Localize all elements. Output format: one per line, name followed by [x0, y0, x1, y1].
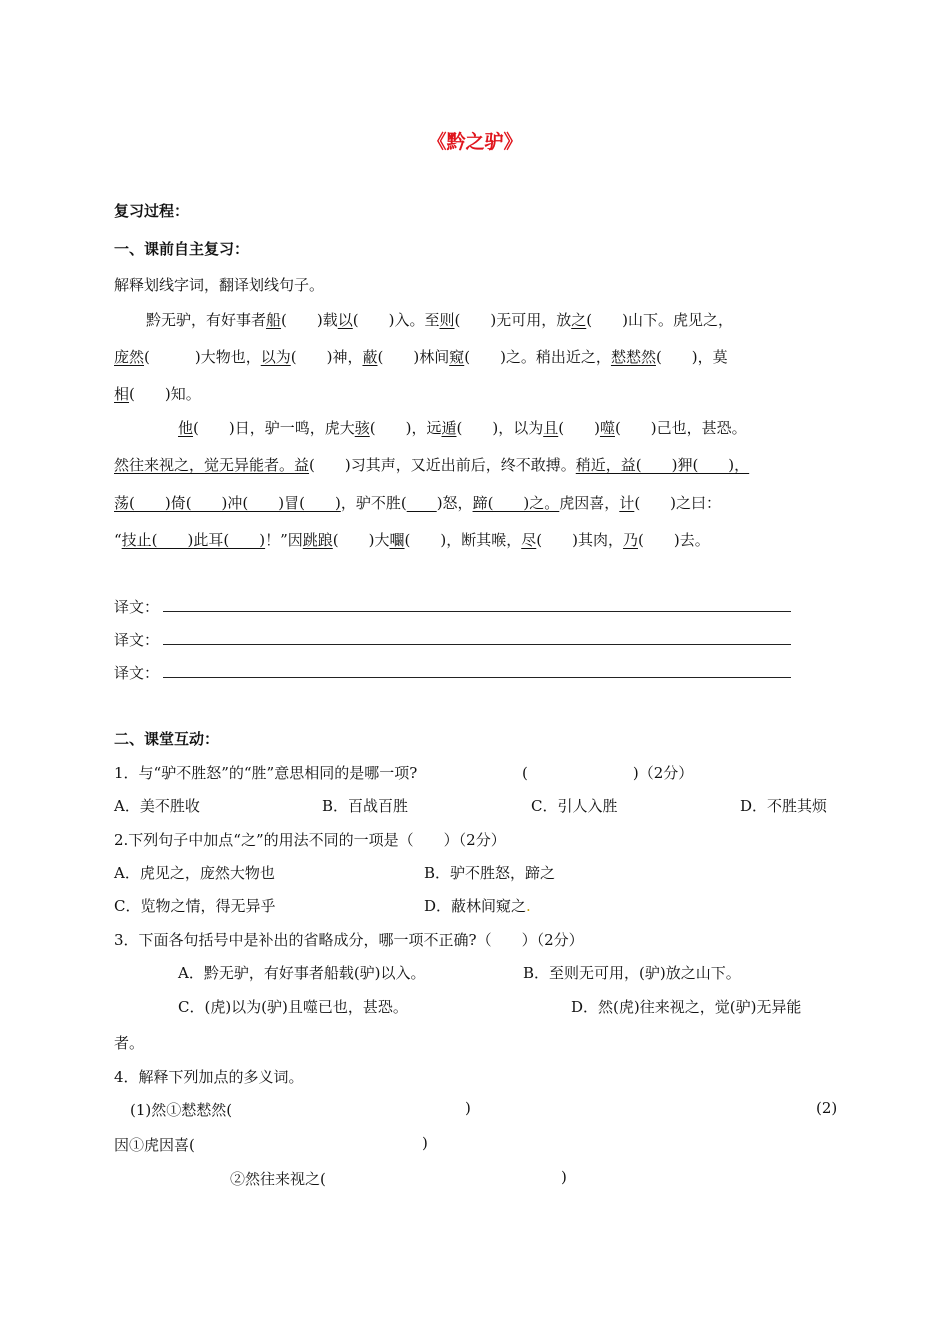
q3-option-c: C．(虎)以为(驴)且噬已也，甚恐。: [178, 998, 408, 1016]
q4-item-1: (1)然①慭慭然(: [130, 1101, 233, 1119]
translation-label-1: 译文：: [114, 598, 160, 616]
translation-line-3[interactable]: [163, 677, 791, 678]
q2-stem: 2.下列句子中加点“之”的用法不同的一项是（ ）（2分）: [114, 831, 506, 849]
q1-option-a: A．美不胜收: [114, 797, 200, 815]
q1-option-b: B．百战百胜: [322, 797, 409, 815]
q4-item-2-number: (2): [816, 1099, 838, 1117]
instruction: 解释划线字词，翻译划线句子。: [114, 276, 325, 294]
q4-item-3: ②然往来视之(: [230, 1170, 326, 1188]
q2-option-b: B．驴不胜怒，蹄之: [424, 864, 556, 882]
q4-item-2-close: ): [422, 1134, 428, 1152]
translation-label-3: 译文：: [114, 664, 160, 682]
passage-line-1: 黔无驴，有好事者船( )载以( )入。至则( )无可用，放之( )山下。虎见之，: [146, 311, 733, 329]
q1-answer-paren: ( )（2分）: [522, 764, 694, 782]
q3-stem: 3．下面各句括号中是补出的省略成分，哪一项不正确?（ ）（2分）: [114, 931, 584, 949]
q3-continuation: 者。: [114, 1034, 145, 1052]
q1-option-c: C．引人入胜: [531, 797, 618, 815]
passage-line-7: “技止( )此耳( )！”因跳踉( )大㘚( )，断其喉，尽( )其肉，乃( )去。: [114, 531, 710, 549]
page-title: 《黔之驴》: [427, 131, 523, 153]
q1-stem: 1．与“驴不胜怒”的“胜”意思相同的是哪一项?: [114, 764, 418, 782]
q3-option-b: B．至则无可用，(驴)放之山下。: [523, 964, 741, 982]
q4-stem: 4．解释下列加点的多义词。: [114, 1068, 304, 1086]
passage-line-5: 然往来视之，觉无异能者。益( )习其声，又近出前后，终不敢搏。稍近，益( )狎( )，: [114, 456, 750, 474]
q2-option-d: D．蔽林间窥之.: [424, 897, 531, 915]
section1-heading: 一、课前自主复习：: [114, 240, 250, 258]
emphasis-dot-icon: .: [526, 897, 531, 915]
q4-item-3-close: ): [561, 1168, 567, 1186]
process-heading: 复习过程：: [114, 202, 190, 220]
translation-line-1[interactable]: [163, 611, 791, 612]
passage-line-2: 庞然( )大物也，以为( )神，蔽( )林间窥( )之。稍出近之，慭慭然( )，莫: [114, 348, 728, 366]
passage-line-3: 相( )知。: [114, 385, 201, 403]
q3-option-a: A．黔无驴，有好事者船载(驴)以入。: [178, 964, 426, 982]
q4-item-1-close: ): [465, 1099, 471, 1117]
q1-option-d: D．不胜其烦: [740, 797, 828, 815]
q3-option-d: D．然(虎)往来视之，觉(驴)无异能: [571, 998, 802, 1016]
passage-line-6: 荡( )倚( )冲( )冒( )，驴不胜( )怒，蹄( )之。虎因喜，计( )之曰：: [114, 494, 722, 512]
q4-item-2: 因①虎因喜(: [114, 1136, 195, 1154]
q2-option-c: C．览物之情，得无异乎: [114, 897, 276, 915]
passage-line-4: 他( )日，驴一鸣，虎大骇( )，远遁( )，以为且( )噬( )己也，甚恐。: [178, 419, 747, 437]
translation-label-2: 译文：: [114, 631, 160, 649]
translation-line-2[interactable]: [163, 644, 791, 645]
section2-heading: 二、课堂互动：: [114, 730, 220, 748]
q2-option-a: A．虎见之，庞然大物也: [114, 864, 275, 882]
